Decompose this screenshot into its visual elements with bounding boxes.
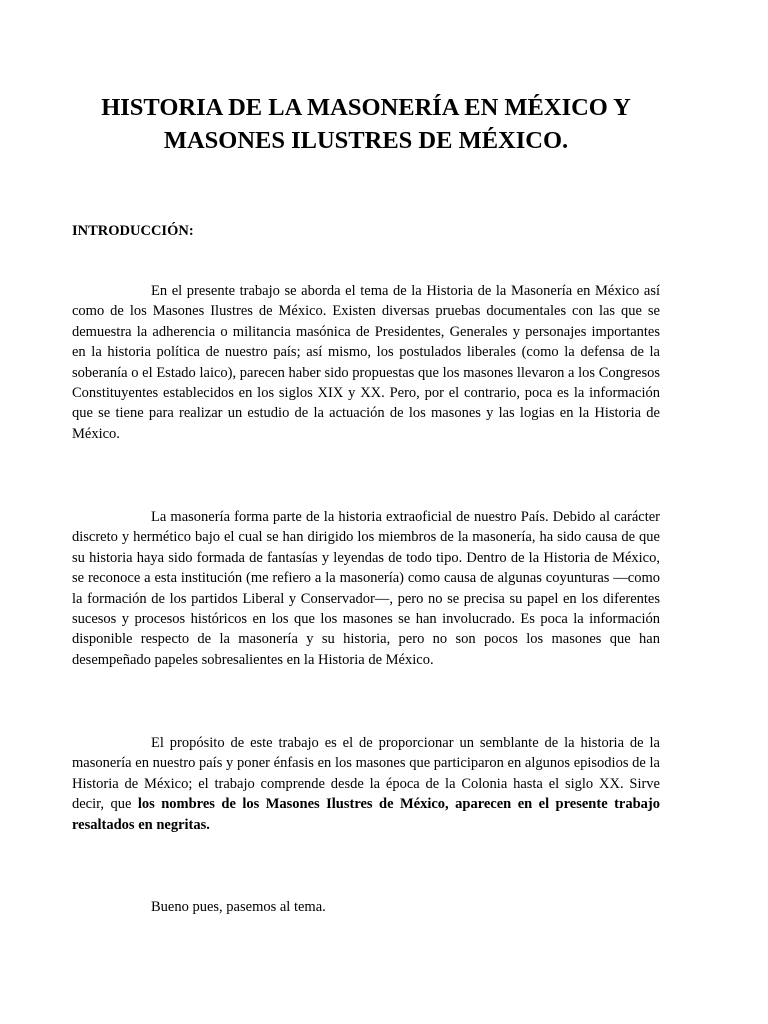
title-line-2: MASONES ILUSTRES DE MÉXICO.	[163, 127, 569, 154]
title-line-1: HISTORIA DE LA MASONERÍA EN MÉXICO Y	[101, 94, 631, 121]
paragraph-3	[72, 733, 660, 835]
paragraph-2: La masonería forma parte de la historia extraoficial de nuestro País. Debido al carácter discreto y hermético bajo el cual se han dirigido los miembros de la masonería, ha sido causa de que su historia haya sido formada de fantasías y leyendas de todo tipo. Dentro de la Historia de México, se reconoce a esta institución (me refiero a la masonería) como causa de algunas coyunturas —como la formación de los partidos Liberal y Conservador—, pero no se precisa su papel en los diferentes sucesos y procesos históricos en los que los masones se han involucrado. Es poca la información disponible respecto de la masonería y su historia, pero no son pocos los masones que han desempeñado papeles sobresalientes en la Historia de México.	[72, 509, 660, 668]
paragraph-3-text: El propósito de este trabajo es el de proporcionar un semblante de la historia de la masonería en nuestro país y poner énfasis en los masones que participaron en algunos episodios de la Historia de México; el trabajo comprende desde la época de la Colonia hasta el siglo XX. Sirve decir, que	[72, 735, 660, 813]
document-title	[72, 91, 660, 157]
paragraph-4: Bueno pues, pasemos al tema.	[151, 899, 326, 915]
paragraph-3-bold-text: los nombres de los Masones Ilustres de México, aparecen en el presente trabajo resaltados en negritas.	[72, 796, 660, 833]
paragraph-1: En el presente trabajo se aborda el tema de la Historia de la Masonería en México así como de los Masones Ilustres de México. Existen diversas pruebas documentales con las que se demuestra la adherencia o militancia masónica de Presidentes, Generales y personajes importantes en la historia política de nuestro país; así mismo, los postulados liberales (como la defensa de la soberanía o el Estado laico), parecen haber sido propuestas que los masones llevaron a los Congresos Constituyentes establecidos en los siglos XIX y XX. Pero, por el contrario, poca es la información que se tiene para realizar un estudio de la actuación de los masones y las logias en la Historia de México.	[72, 283, 660, 442]
section-heading-introduccion: INTRODUCCIÓN:	[72, 223, 194, 239]
